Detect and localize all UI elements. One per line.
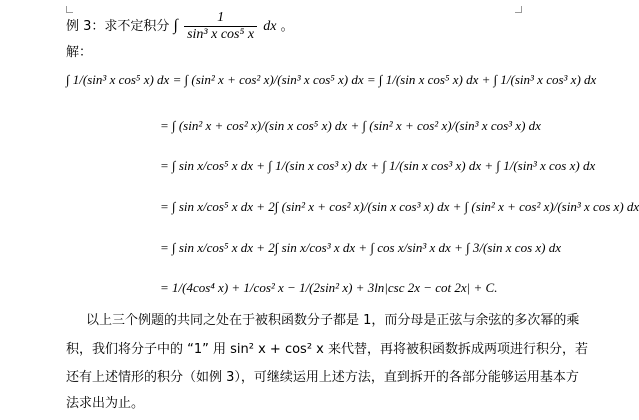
- example-fraction: [184, 10, 257, 43]
- integral-sign: ∫: [173, 17, 178, 34]
- step-expression: = ∫ (sin² x + cos² x)/(sin³ x cos⁵ x) dx = ∫ 1/(sin x cos⁵ x) dx + ∫ 1/(sin³ x cos³ x) dx: [172, 72, 597, 87]
- example-denominator: sin³ x cos⁵ x: [187, 27, 255, 42]
- step-prefix: ∫ 1/(sin³ x cos⁵ x) dx: [66, 72, 170, 87]
- solution-step: [160, 280, 497, 296]
- step-expression: = ∫ sin x/cos⁵ x dx + 2∫ (sin² x + cos² x)/(sin x cos³ x) dx + ∫ (sin² x + cos² x)/(sin³ x cos x) dx: [160, 199, 639, 214]
- example-dx: dx: [263, 19, 277, 34]
- solution-step: [66, 72, 596, 88]
- paragraph-line: 积，我们将分子中的 “1” 用 sin² x + cos² x 来代替，再将被积函数拆成两项进行积分，若: [66, 342, 588, 357]
- step-expression: = ∫ (sin² x + cos² x)/(sin x cos⁵ x) dx + ∫ (sin² x + cos² x)/(sin³ x cos³ x) dx: [160, 118, 541, 133]
- solution-label: 解：: [66, 45, 93, 60]
- solution-step: [160, 240, 561, 256]
- example-label: 例 3：求不定积分: [66, 19, 170, 34]
- example-title: [66, 10, 294, 43]
- paragraph-line: 法求出为止。: [66, 396, 145, 411]
- step-expression: = 1/(4cos⁴ x) + 1/cos² x − 1/(2sin² x) + 3ln|csc 2x − cot 2x| + C.: [160, 280, 498, 295]
- example-end: 。: [280, 19, 294, 34]
- solution-step: [160, 158, 595, 174]
- step-expression: = ∫ sin x/cos⁵ x dx + ∫ 1/(sin x cos³ x) dx + ∫ 1/(sin x cos³ x) dx + ∫ 1/(sin³ x cos x) dx: [160, 158, 596, 173]
- example-numerator: 1: [184, 10, 257, 27]
- margin-corner-mark: [515, 6, 522, 13]
- solution-step: [160, 199, 639, 215]
- paragraph-line: 以上三个例题的共同之处在于被积函数分子都是 1，而分母是正弦与余弦的多次幂的乘: [86, 313, 580, 328]
- solution-step: [160, 118, 541, 134]
- paragraph-line: 还有上述情形的积分（如例 3），可继续运用上述方法，直到拆开的各部分能够运用基本方: [66, 370, 579, 385]
- step-expression: = ∫ sin x/cos⁵ x dx + 2∫ sin x/cos³ x dx + ∫ cos x/sin³ x dx + ∫ 3/(sin x cos x) dx: [160, 240, 561, 255]
